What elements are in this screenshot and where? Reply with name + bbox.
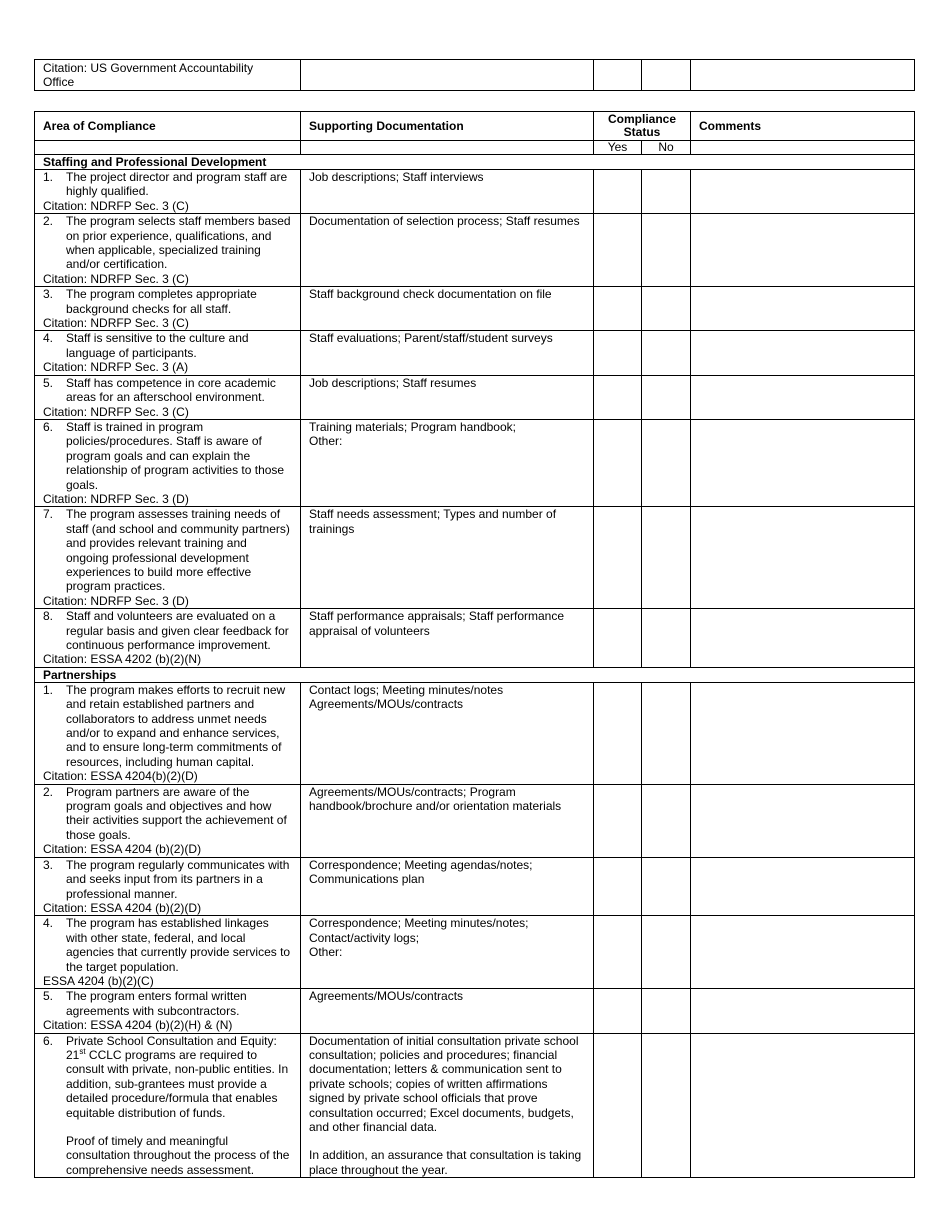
comments-cell [691,682,915,784]
item-text: Staff and volunteers are evaluated on a regular basis and given clear feedback for continuous performance improvement. [66,609,289,652]
comments-cell [691,331,915,375]
comments-cell [691,170,915,214]
yes-checkbox-cell [594,375,642,419]
citation: Citation: ESSA 4204(b)(2)(D) [43,769,198,784]
doc-line: Correspondence; Meeting agendas/notes; [309,857,533,872]
comments-cell [691,214,915,287]
supporting-doc-cell [301,375,594,419]
citation: Citation: ESSA 4204 (b)(2)(D) [43,842,202,857]
citation: ESSA 4204 (b)(2)(C) [43,973,154,988]
citation: Citation: NDRFP Sec. 3 (D) [43,593,189,608]
doc-line: In addition, an assurance that consultation is taking place throughout the year. [309,1148,582,1177]
supporting-doc-cell [301,609,594,668]
table-row [35,331,915,375]
doc-line: Staff performance appraisals; Staff performance appraisal of volunteers [309,609,565,638]
yes-checkbox-cell [594,609,642,668]
no-checkbox-cell [642,857,691,916]
item-line [43,420,292,492]
doc-line: Documentation of selection process; Staff resumes [309,214,580,229]
supporting-doc-cell [301,170,594,214]
table-row [35,419,915,506]
item-number: 3. [43,287,54,302]
item-number: 5. [43,989,54,1004]
comments-cell [691,916,915,989]
citation: Citation: NDRFP Sec. 3 (C) [43,271,189,286]
table-row [35,214,915,287]
item-line [43,170,292,199]
yes-checkbox-cell [594,170,642,214]
item-number: 1. [43,682,54,697]
yes-header: Yes [594,141,642,155]
yes-checkbox-cell [594,419,642,506]
comments-cell [691,507,915,609]
item-number: 1. [43,170,54,184]
area-cell [35,331,301,375]
supporting-doc-cell [301,1033,594,1178]
area-cell [35,419,301,506]
item-text: The program completes appropriate background checks for all staff. [66,287,257,316]
supporting-doc-cell [301,287,594,331]
area-cell [35,989,301,1033]
item-number: 4. [43,331,54,346]
citation-header-table [34,59,915,91]
yes-checkbox-cell [594,507,642,609]
item-number: 6. [43,1033,54,1048]
no-checkbox-cell [642,507,691,609]
citation-cell: Citation: US Government Accountability Office [35,60,301,91]
item-number: 5. [43,375,54,390]
item-text: Staff is trained in program policies/procedures. Staff is aware of program goals and can explain the relationship of program activities to those goals. [66,419,285,492]
doc-line: Job descriptions; Staff interviews [309,170,484,184]
comments-cell [691,419,915,506]
item-line [43,287,292,316]
yes-checkbox-cell [594,287,642,331]
doc-line: Correspondence; Meeting minutes/notes; [309,916,529,931]
citation: Citation: NDRFP Sec. 3 (D) [43,491,189,506]
citation: Citation: NDRFP Sec. 3 (A) [43,360,189,375]
supporting-doc-cell [301,916,594,989]
no-checkbox-cell [642,784,691,857]
table-row [35,989,915,1033]
item-text: Staff is sensitive to the culture and language of participants. [66,331,249,360]
no-checkbox-cell [642,989,691,1033]
staffing-items [35,170,915,668]
area-header: Area of Compliance [35,112,301,141]
supporting-doc-cell [301,507,594,609]
area-cell [35,784,301,857]
empty-cell [301,60,594,91]
doc-line: Contact/activity logs; [309,930,420,945]
item-line [43,609,292,652]
item-text: Staff has competence in core academic areas for an afterschool environment. [66,375,276,405]
table-row [35,170,915,214]
area-cell [35,916,301,989]
doc-line: Staff evaluations; Parent/staff/student surveys [309,331,553,346]
item-line [43,1034,292,1120]
empty-cell [691,60,915,91]
area-cell [35,507,301,609]
supporting-doc-cell [301,214,594,287]
item-line [43,916,292,974]
empty-cell [642,60,691,91]
citation: Citation: ESSA 4204 (b)(2)(D) [43,900,202,915]
citation: Citation: ESSA 4204 (b)(2)(H) & (N) [43,1018,233,1033]
area-cell [35,609,301,668]
doc-line: Agreements/MOUs/contracts [309,989,464,1004]
supporting-doc-cell [301,419,594,506]
table-header-row [35,112,915,141]
item-number: 4. [43,916,54,931]
item-text: Program partners are aware of the program goals and objectives and how their activities support the achievement of those goals. [66,784,287,842]
supporting-doc-cell [301,682,594,784]
section-title: Partnerships [35,667,915,682]
yes-checkbox-cell [594,784,642,857]
citation: Citation: NDRFP Sec. 3 (C) [43,316,189,331]
yes-checkbox-cell [594,1033,642,1178]
compliance-table [34,111,915,1178]
table-row [35,375,915,419]
doc-line: Staff needs assessment; Types and number of trainings [309,507,557,536]
comments-header: Comments [691,112,915,141]
yes-checkbox-cell [594,916,642,989]
section-title: Staffing and Professional Development [35,155,915,170]
item-number: 2. [43,214,54,229]
no-checkbox-cell [642,375,691,419]
doc-line: Training materials; Program handbook; [309,419,516,434]
spacer [43,1120,292,1134]
comments-cell [691,784,915,857]
no-checkbox-cell [642,916,691,989]
area-cell [35,857,301,916]
no-checkbox-cell [642,170,691,214]
yes-checkbox-cell [594,682,642,784]
area-cell [35,375,301,419]
empty-cell [594,60,642,91]
item-line [43,214,292,272]
item-line [43,785,292,843]
item-text: The program enters formal written agreements with subcontractors. [66,989,247,1018]
comments-cell [691,287,915,331]
spacer [309,1134,585,1148]
item-line [43,989,292,1018]
table-row [35,784,915,857]
comments-cell [691,375,915,419]
comments-cell [691,1033,915,1178]
item-text: The program regularly communicates with and seeks input from its partners in a professional manner. [66,857,290,901]
doc-line: Other: [309,434,343,449]
area-cell [35,170,301,214]
yes-checkbox-cell [594,989,642,1033]
comments-cell [691,857,915,916]
item-text: The project director and program staff are highly qualified. [66,170,288,199]
yes-no-row [35,141,915,155]
no-checkbox-cell [642,214,691,287]
area-cell [35,682,301,784]
comments-cell [691,609,915,668]
partnership-items [35,682,915,1177]
citation-row [35,60,915,91]
item-text: The program has established linkages with other state, federal, and local agencies that currently provide services to the target population. [66,916,291,974]
section-row-partnerships [35,667,915,682]
supporting-doc-cell [301,857,594,916]
item-line [43,858,292,901]
area-cell [35,287,301,331]
doc-line: Contact logs; Meeting minutes/notes [309,682,504,697]
item-text [66,1034,292,1120]
no-checkbox-cell [642,682,691,784]
item-number: 6. [43,419,54,434]
no-header: No [642,141,691,155]
supporting-doc-cell [301,784,594,857]
doc-line: Other: [309,945,343,960]
item-text-part: Private School Consultation and Equity: 21 [66,1033,277,1062]
doc-line: Agreements/MOUs/contracts; Program handbook/brochure and/or orientation materials [309,784,562,814]
indent [43,1134,66,1177]
item-text: The program makes efforts to recruit new and retain established partners and collaborators to address unmet needs and/or to expand and enhance services, and to ensure long-term commitments of resources, including human capital. [66,682,286,769]
item-number: 8. [43,609,54,624]
item-text-part: CCLC programs are required to consult with private, non-public entities. In addition, sub-grantees must provide a detailed procedure/formula that enables equitable distribution of funds. [66,1047,289,1120]
no-checkbox-cell [642,419,691,506]
no-checkbox-cell [642,287,691,331]
item-text: The program assesses training needs of staff (and school and community partners) and provides relevant training and ongoing professional development experiences to build more effective program practices. [66,507,290,594]
item-line [43,507,292,593]
table-row [35,609,915,668]
item-number: 3. [43,857,54,872]
citation: Citation: ESSA 4202 (b)(2)(N) [43,652,202,667]
citation: Citation: NDRFP Sec. 3 (C) [43,404,189,419]
yes-checkbox-cell [594,214,642,287]
item-line [43,683,292,769]
supporting-doc-cell [301,989,594,1033]
no-checkbox-cell [642,1033,691,1178]
item-number: 2. [43,784,54,799]
table-row [35,287,915,331]
area-cell [35,1033,301,1178]
comments-cell [691,989,915,1033]
citation: Citation: NDRFP Sec. 3 (C) [43,198,189,213]
item-line [43,331,292,360]
doc-line: Agreements/MOUs/contracts [309,697,464,712]
table-row [35,1033,915,1178]
supporting-doc-cell [301,331,594,375]
item-text-sup: st [79,1046,86,1056]
no-checkbox-cell [642,331,691,375]
item-line [43,376,292,405]
doc-line: Staff background check documentation on file [309,287,552,302]
supporting-doc-header: Supporting Documentation [301,112,594,141]
yes-checkbox-cell [594,331,642,375]
doc-line: Job descriptions; Staff resumes [309,375,477,390]
section-row-staffing [35,155,915,170]
item-text: The program selects staff members based on prior experience, qualifications, and when applicable, specialized training and/or certification. [66,214,291,272]
table-row [35,857,915,916]
item-line [43,1134,292,1177]
area-cell [35,214,301,287]
item-text: Proof of timely and meaningful consultation throughout the process of the comprehensive needs assessment. [66,1134,290,1177]
no-checkbox-cell [642,609,691,668]
table-row [35,916,915,989]
doc-line: Documentation of initial consultation private school consultation; policies and procedures; financial documentation; letters & communication sent to private schools; copies of written affirmations signed by private school officials that prove consultation occurred; Excel documents, budgets, and other financial data. [309,1033,579,1134]
doc-line: Communications plan [309,872,425,887]
table-row [35,682,915,784]
yes-checkbox-cell [594,857,642,916]
table-row [35,507,915,609]
compliance-status-header: Compliance Status [594,112,691,141]
item-number: 7. [43,507,54,522]
